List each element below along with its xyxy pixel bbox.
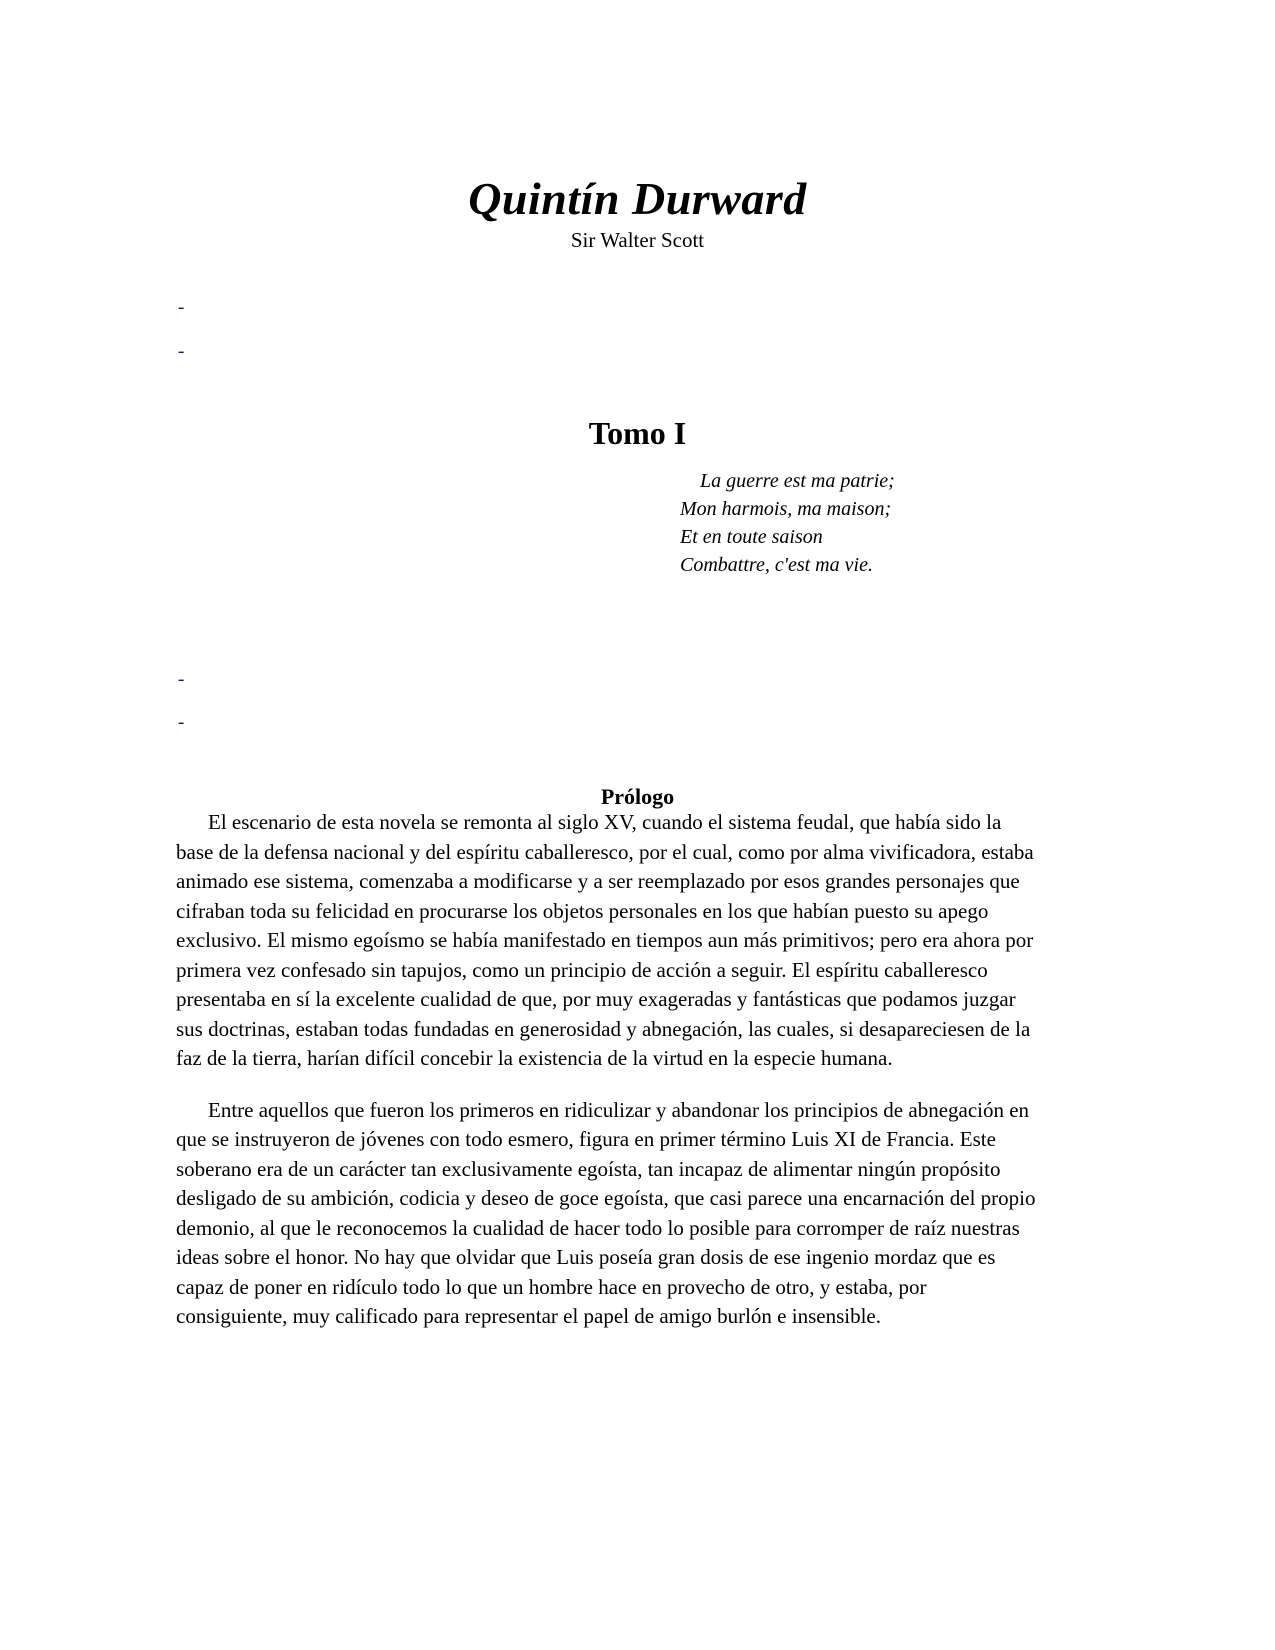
anchor-dash-3[interactable]: - [178,669,185,690]
paragraph: El escenario de esta novela se remonta al siglo XV, cuando el sistema feudal, que había sido la base de la defensa nacional y del espíritu caballeresco, por el cual, como por alma vivificadora, estaba animado ese sistema, comenzaba a modificarse y a ser reemplazado por esos grandes personajes que cifraban toda su felicidad en procurarse los objetos personales en los que habían puesto su apego exclusivo. El mismo egoísmo se había manifestado en tiempos aun más primitivos; pero era ahora por primera vez confesado sin tapujos, como un principio de acción a seguir. El espíritu caballeresco presentaba en sí la excelente cualidad de que, por muy exageradas y fantásticas que podamos juzgar sus doctrinas, estaban todas fundadas en generosidad y abnegación, las cuales, si desapareciesen de la faz de la tierra, harían difícil concebir la existencia de la virtud en la especie humana. [176,810,1034,1070]
epigraph-line-4: Combattre, c'est ma vie. [680,554,873,576]
volume-heading: Tomo I [588,414,687,451]
author-byline: Sir Walter Scott [570,228,705,252]
section-heading-prologo: Prólogo [600,784,675,809]
anchor-dash-2[interactable]: - [178,341,185,362]
epigraph-line-3: Et en toute saison [680,526,823,548]
epigraph-line-1: La guerre est ma patrie; [700,470,895,492]
anchor-dash-4[interactable]: - [178,712,185,733]
page-title: Quintín Durward [468,172,807,224]
anchor-dash-1[interactable]: - [178,297,185,318]
body-text [176,808,1038,1332]
epigraph [680,467,1040,579]
epigraph-line-2: Mon harmois, ma maison; [680,498,892,520]
paragraph: Entre aquellos que fueron los primeros en ridiculizar y abandonar los principios de abnegación en que se instruyeron de jóvenes con todo esmero, figura en primer término Luis XI de Francia. Este soberano era de un carácter tan exclusivamente egoísta, tan incapaz de alimentar ningún propósito desligado de su ambición, codicia y deseo de goce egoísta, que casi parece una encarnación del propio demonio, al que le reconocemos la cualidad de hacer todo lo posible para corromper de raíz nuestras ideas sobre el honor. No hay que olvidar que Luis poseía gran dosis de ese ingenio mordaz que es capaz de poner en ridículo todo lo que un hombre hace en provecho de otro, y estaba, por consiguiente, muy calificado para representar el papel de amigo burlón e insensible. [176,1097,1036,1328]
